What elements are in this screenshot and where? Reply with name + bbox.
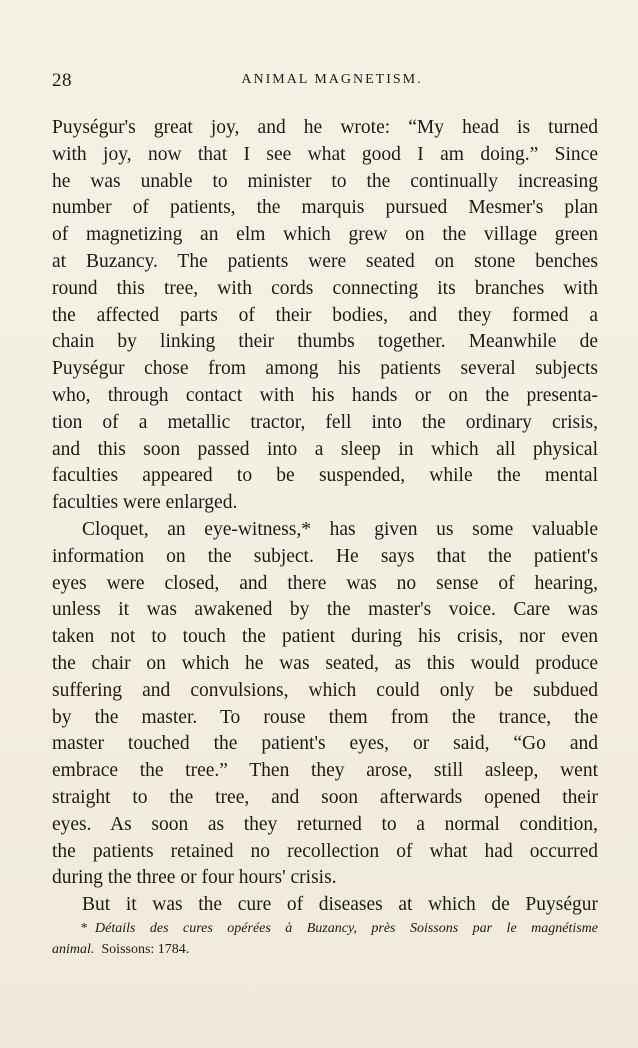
- text-line: who, through contact with his hands or on the presenta-: [52, 384, 598, 406]
- footnote-title: Détails des cures opérées à Buzancy, près Soissons par le magnétisme: [95, 921, 598, 936]
- text-line: embrace the tree.” Then they arose, still asleep, went: [52, 760, 598, 782]
- footnote-publication: Soissons: 1784.: [101, 942, 190, 957]
- text-line: faculties were enlarged.: [52, 492, 238, 514]
- text-line: unless it was awakened by the master's voice. Care was: [52, 599, 598, 621]
- text-line: tion of a metallic tractor, fell into the ordinary crisis,: [52, 411, 598, 433]
- footnote: [52, 918, 598, 960]
- text-line: by the master. To rouse them from the trance, the: [52, 706, 598, 728]
- footnote-marker: *: [80, 921, 87, 936]
- text-line: number of patients, the marquis pursued Mesmer's plan: [52, 197, 598, 219]
- text-line: during the three or four hours' crisis.: [52, 867, 337, 889]
- page-header: [52, 70, 598, 98]
- text-line: at Buzancy. The patients were seated on stone benches: [52, 250, 598, 272]
- text-line: master touched the patient's eyes, or said, “Go and: [52, 733, 598, 755]
- text-line: eyes. As soon as they returned to a normal condition,: [52, 813, 598, 835]
- text-line: of magnetizing an elm which grew on the village green: [52, 224, 598, 246]
- text-line: Puységur chose from among his patients several subjects: [52, 358, 598, 380]
- footnote-line: [52, 939, 598, 960]
- text-line: suffering and convulsions, which could only be subdued: [52, 679, 598, 701]
- text-line: round this tree, with cords connecting its branches with: [52, 277, 598, 299]
- footnote-line: [52, 918, 598, 939]
- text-line: Puységur's great joy, and he wrote: “My head is turned: [52, 117, 598, 138]
- running-head: ANIMAL MAGNETISM.: [241, 72, 423, 87]
- text-line: information on the subject. He says that the patient's: [52, 545, 598, 567]
- text-line: straight to the tree, and soon afterwards opened their: [52, 786, 598, 808]
- text-line: faculties appeared to be suspended, while the mental: [52, 465, 598, 487]
- text-line: Cloquet, an eye-witness,* has given us some valuable: [82, 518, 598, 540]
- text-line: and this soon passed into a sleep in which all physical: [52, 438, 598, 460]
- footnote-title-end: animal.: [52, 942, 95, 957]
- text-line: chain by linking their thumbs together. Meanwhile de: [52, 331, 598, 353]
- text-line: the chair on which he was seated, as this would produce: [52, 652, 598, 674]
- text-line: with joy, now that I see what good I am doing.” Since: [52, 143, 598, 165]
- text-line: eyes were closed, and there was no sense of hearing,: [52, 572, 598, 594]
- body-text: [52, 115, 598, 919]
- text-line: the patients retained no recollection of what had occurred: [52, 840, 598, 862]
- text-line: he was unable to minister to the continually increasing: [52, 170, 598, 192]
- text-line: taken not to touch the patient during his crisis, nor even: [52, 626, 598, 648]
- text-line: the affected parts of their bodies, and they formed a: [52, 304, 598, 326]
- text-line: But it was the cure of diseases at which de Puységur: [82, 894, 598, 916]
- page-number: 28: [52, 70, 72, 91]
